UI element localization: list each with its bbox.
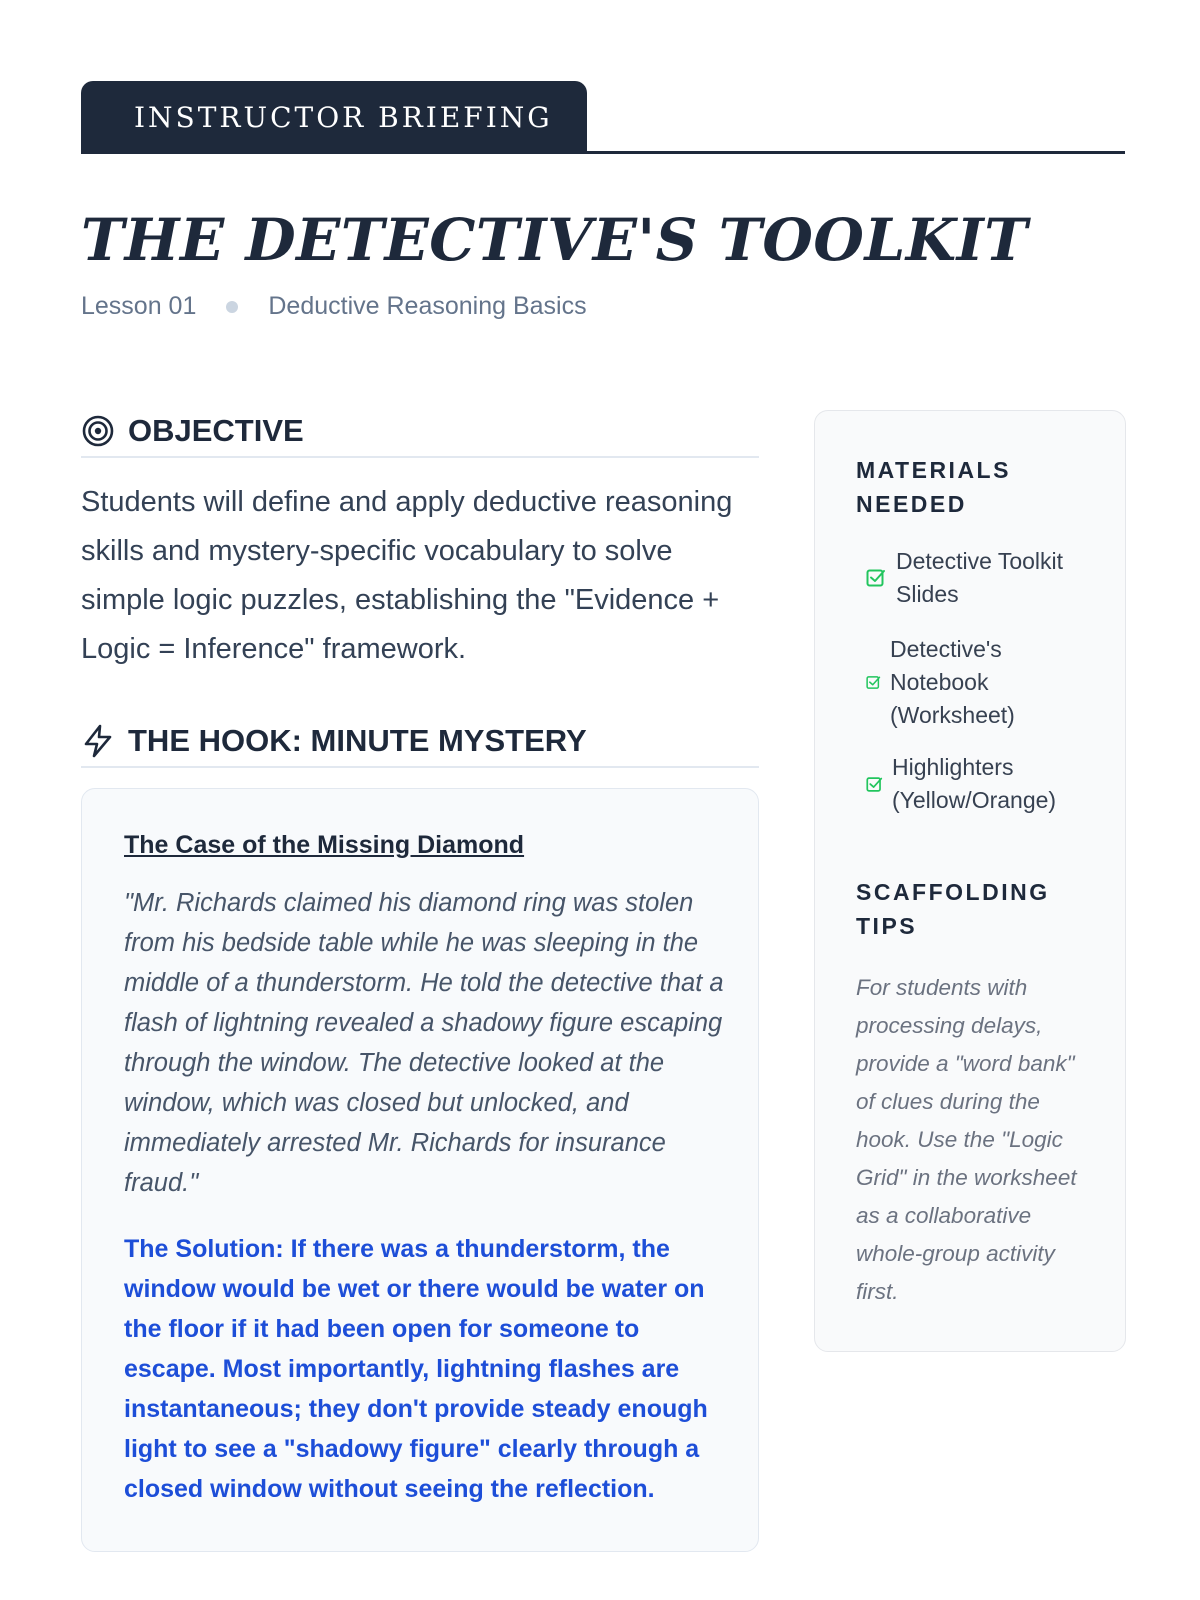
case-solution: The Solution: If there was a thunderstorm, the window would be wet or there would be water on the floor if it had been open for someone to escape. Most importantly, lightning flashes are instantaneous; they don't provide steady enough light to see a "shadowy figure" clearly through a closed window without seeing the reflection. bbox=[124, 1235, 708, 1503]
hook-heading bbox=[81, 716, 759, 768]
separator-dot bbox=[226, 301, 238, 313]
objective-heading bbox=[81, 406, 759, 458]
material-label: Highlighters (Yellow/Orange) bbox=[892, 754, 1057, 813]
lesson-meta bbox=[81, 292, 587, 321]
objective-text: Students will define and apply deductive reasoning skills and mystery-specific vocabulary to solve simple logic puzzles, establishing the "Evidence + Logic = Inference" framework. bbox=[81, 486, 733, 665]
case-title: The Case of the Missing Diamond bbox=[124, 831, 525, 859]
material-item bbox=[856, 633, 1040, 732]
sidebar-panel bbox=[814, 410, 1126, 1352]
lesson-topic: Deductive Reasoning Basics bbox=[268, 292, 587, 320]
material-item bbox=[856, 751, 1082, 817]
checkbox-checked-icon bbox=[856, 675, 890, 690]
instructor-briefing-badge bbox=[81, 81, 587, 154]
material-label: Detective Toolkit Slides bbox=[896, 548, 1064, 607]
header-divider bbox=[81, 151, 1125, 154]
material-label: Detective's Notebook (Worksheet) bbox=[890, 636, 1015, 728]
objective-heading-label: OBJECTIVE bbox=[128, 413, 304, 448]
material-item bbox=[856, 545, 1125, 611]
checkbox-checked-icon bbox=[856, 776, 892, 793]
tips-heading: SCAFFOLDING TIPS bbox=[856, 879, 1050, 939]
tips-text: For students with processing delays, provide a "word bank" of clues during the hook. Use the "Logic Grid" in the worksheet as a collaborative whole-group activity first. bbox=[856, 975, 1077, 1304]
hook-heading-label: THE HOOK: MINUTE MYSTERY bbox=[128, 723, 587, 758]
badge-label: INSTRUCTOR BRIEFING bbox=[134, 101, 553, 134]
checkbox-checked-icon bbox=[856, 568, 896, 588]
header-band bbox=[81, 81, 1125, 155]
mystery-card bbox=[81, 788, 759, 1552]
lesson-number: Lesson 01 bbox=[81, 292, 197, 320]
case-story: "Mr. Richards claimed his diamond ring was stolen from his bedside table while he was sleeping in the middle of a thunderstorm. He told the detective that a flash of lightning revealed a shadowy figure escaping through the window. The detective looked at the window, which was closed but unlocked, and immediately arrested Mr. Richards for insurance fraud." bbox=[124, 889, 724, 1197]
lightning-icon bbox=[81, 724, 115, 758]
target-icon bbox=[81, 414, 115, 448]
materials-heading: MATERIALS NEEDED bbox=[856, 457, 1011, 517]
page-title: THE DETECTIVE'S TOOLKIT bbox=[81, 206, 1028, 274]
